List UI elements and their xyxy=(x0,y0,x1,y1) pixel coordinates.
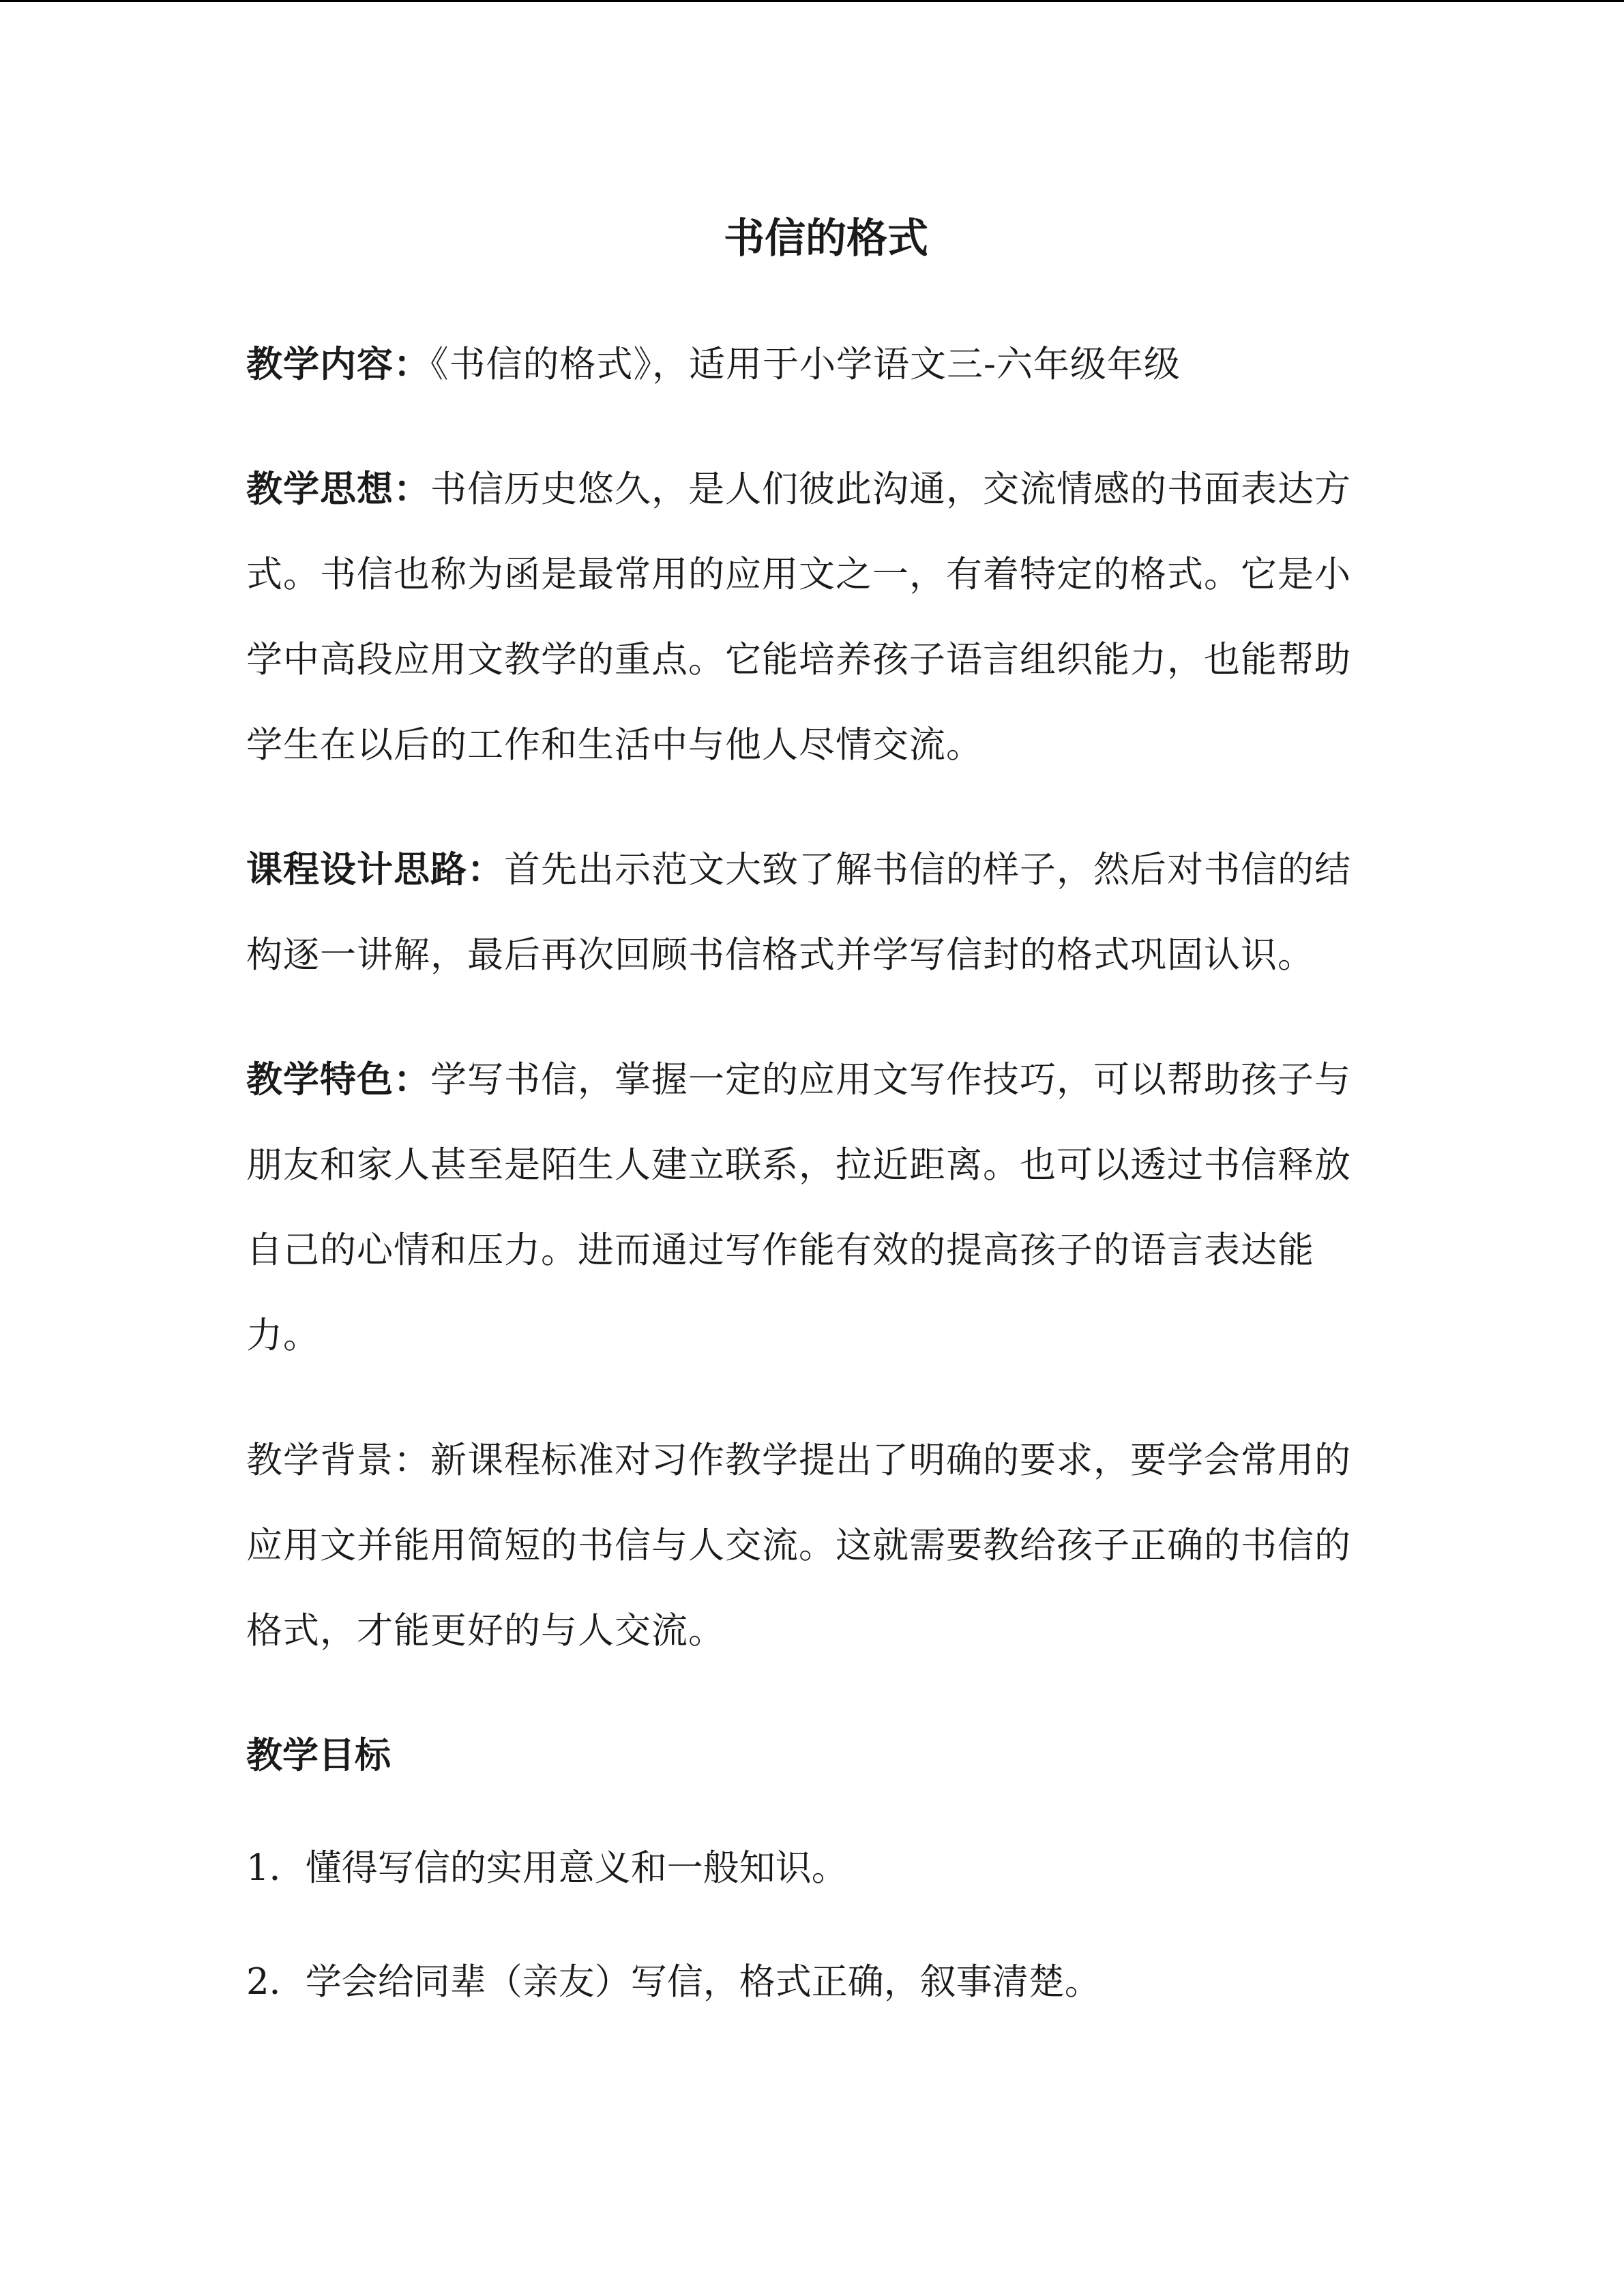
document-body xyxy=(246,205,1365,2053)
section-label: 教学内容： xyxy=(246,344,430,385)
section-text: 新课程标准对习作教学提出了明确的要求，要学会常用的应用文并能用简短的书信与人交流。这就需要教给孩子正确的书信的格式，才能更好的与人交流。 xyxy=(246,1440,1351,1652)
section-teaching-content xyxy=(246,322,1365,407)
objective-item: 2．学会给同辈（亲友）写信，格式正确，叙事清楚。 xyxy=(246,1961,1101,2003)
section-teaching-philosophy xyxy=(246,447,1365,788)
section-label: 教学背景： xyxy=(246,1440,430,1481)
section-text: 书信历史悠久，是人们彼此沟通，交流情感的书面表达方式。书信也称为函是最常用的应用文之一，有着特定的格式。它是小学中高段应用文教学的重点。它能培养孩子语言组织能力，也能帮助学生在以后的工作和生活中与他人尽情交流。 xyxy=(246,468,1351,766)
section-teaching-features xyxy=(246,1037,1365,1378)
section-label: 教学特色： xyxy=(246,1059,430,1101)
page-top-border xyxy=(0,0,1624,2)
section-course-design xyxy=(246,827,1365,998)
section-text: 学写书信，掌握一定的应用文写作技巧，可以帮助孩子与朋友和家人甚至是陌生人建立联系，拉近距离。也可以透过书信释放自己的心情和压力。进而通过写作能有效的提高孩子的语言表达能力。 xyxy=(246,1059,1351,1356)
section-text: 首先出示范文大致了解书信的样子，然后对书信的结构逐一讲解，最后再次回顾书信格式并学写信封的格式巩固认识。 xyxy=(246,849,1351,976)
objectives-heading: 教学目标 xyxy=(246,1735,391,1776)
section-label: 课程设计思路： xyxy=(246,849,504,891)
document-title: 书信的格式 xyxy=(724,215,928,263)
section-text: 《书信的格式》，适用于小学语文三-六年级年级 xyxy=(430,344,1181,385)
section-teaching-background xyxy=(246,1418,1365,1673)
objective-item: 1．懂得写信的实用意义和一般知识。 xyxy=(246,1847,848,1889)
section-label: 教学思想： xyxy=(246,468,430,510)
